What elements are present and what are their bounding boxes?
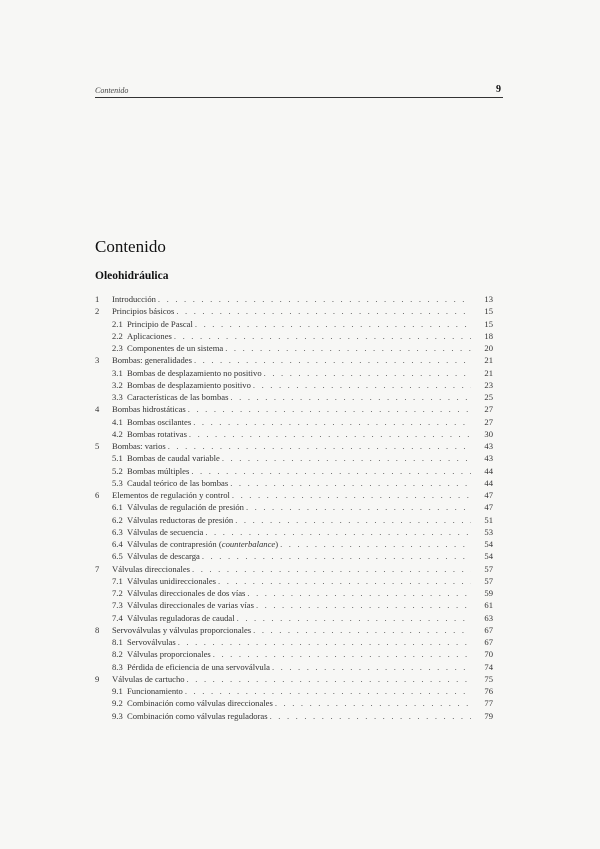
toc-entry-page: 76 xyxy=(484,686,493,696)
toc-entry-label-suffix: ) xyxy=(275,539,279,549)
toc-entry-label-text: Bombas rotativas xyxy=(127,428,187,439)
toc-entry-label-text: Válvulas proporcionales xyxy=(127,649,211,660)
header-rule xyxy=(95,97,503,98)
toc-entry-label xyxy=(127,342,223,354)
toc-entry-number: 3 xyxy=(95,355,100,366)
toc-entry-label-text: Bombas oscilantes xyxy=(127,416,192,427)
toc-entry-page: 63 xyxy=(484,612,493,623)
toc-entry-label xyxy=(127,330,172,342)
dot-leader xyxy=(225,342,471,354)
toc-entry-number: 6.1 xyxy=(112,502,123,513)
toc-entry[interactable] xyxy=(95,342,493,354)
toc-entry-label xyxy=(127,526,203,538)
toc-entry-label-text: Bombas de caudal variable xyxy=(127,453,220,464)
toc-entry-label-text: Válvulas de secuencia xyxy=(127,526,204,537)
dot-leader xyxy=(185,685,471,697)
toc-entry-label xyxy=(127,575,216,587)
toc-entry-label xyxy=(127,550,200,562)
toc-entry-label xyxy=(127,501,244,513)
dot-leader xyxy=(213,648,471,660)
toc-entry-number: 5 xyxy=(95,441,100,451)
toc-entry-page: 44 xyxy=(484,465,493,476)
toc-entry-number: 6.2 xyxy=(112,514,123,525)
toc-entry-label-text: Válvulas reguladoras de caudal xyxy=(127,612,235,623)
dot-leader xyxy=(230,391,471,403)
toc-entry-page: 18 xyxy=(484,330,493,341)
toc-entry-label xyxy=(112,440,166,452)
toc-entry-label xyxy=(112,624,251,636)
toc-entry[interactable] xyxy=(95,685,493,697)
toc-entry-label-text: Bombas hidrostáticas xyxy=(112,404,186,415)
toc-entry-label xyxy=(127,428,187,440)
toc-entry-label-text: Válvulas de cartucho xyxy=(112,673,185,684)
toc-entry-page: 74 xyxy=(484,661,493,672)
toc-entry-page: 27 xyxy=(484,416,493,427)
toc-entry-label-text: Principios básicos xyxy=(112,306,175,317)
toc-entry[interactable] xyxy=(95,318,493,330)
dot-leader xyxy=(195,318,471,330)
dot-leader xyxy=(192,563,471,575)
toc-entry-label xyxy=(127,599,254,611)
toc-entry[interactable] xyxy=(95,661,493,673)
toc-entry[interactable] xyxy=(95,575,493,587)
toc-entry-number: 3.2 xyxy=(112,379,123,390)
dot-leader xyxy=(280,538,471,550)
dot-leader xyxy=(189,428,471,440)
toc-entry[interactable] xyxy=(95,367,493,379)
toc-entry-label-text: Características de las bombas xyxy=(127,392,229,402)
toc-entry-page: 44 xyxy=(484,477,493,488)
dot-leader xyxy=(168,440,471,452)
toc-entry-number: 2.1 xyxy=(112,318,123,329)
toc-entry[interactable] xyxy=(95,428,493,440)
toc-entry[interactable] xyxy=(95,636,493,648)
dot-leader xyxy=(188,403,471,415)
toc-entry-label xyxy=(112,305,174,317)
dot-leader xyxy=(205,526,471,538)
dot-leader xyxy=(256,599,471,611)
toc-entry-label xyxy=(127,697,273,709)
toc-entry-label-text: Aplicaciones xyxy=(127,330,172,341)
toc-entry[interactable] xyxy=(95,710,493,722)
dot-leader xyxy=(193,416,471,428)
toc-entry-label xyxy=(127,514,233,526)
toc-entry-label xyxy=(127,379,251,391)
toc-entry[interactable] xyxy=(95,550,493,562)
toc-entry-number: 7 xyxy=(95,563,100,574)
toc-entry-label-text: Válvulas direccionales xyxy=(112,563,191,574)
toc-entry-label xyxy=(127,391,228,403)
toc-entry-label-text: Válvulas direccionales de dos vías xyxy=(127,588,246,598)
toc-entry-page: 79 xyxy=(484,710,493,721)
toc-entry-label xyxy=(127,465,189,477)
toc-entry-label xyxy=(127,612,235,624)
toc-entry[interactable] xyxy=(95,526,493,538)
toc-entry[interactable] xyxy=(95,354,493,366)
dot-leader xyxy=(275,697,471,709)
toc-entry-page: 77 xyxy=(484,698,493,709)
part-title: Oleohidráulica xyxy=(95,270,169,282)
dot-leader xyxy=(247,587,471,599)
dot-leader xyxy=(237,612,471,624)
toc-entry-page: 54 xyxy=(484,551,493,562)
dot-leader xyxy=(235,514,471,526)
toc-entry-label-text: Combinación como válvulas reguladoras xyxy=(127,710,268,721)
toc-entry-number: 9.1 xyxy=(112,686,123,696)
toc-entry-label-text: Servoválvulas y válvulas proporcionales xyxy=(112,624,252,635)
toc-entry-number: 4.1 xyxy=(112,416,123,427)
toc-entry-number: 8.1 xyxy=(112,637,123,647)
toc-entry-number: 2.2 xyxy=(112,330,123,341)
toc-entry[interactable] xyxy=(95,599,493,611)
toc-entry-number: 2.3 xyxy=(112,343,123,353)
toc-entry-number: 5.2 xyxy=(112,465,123,476)
toc-entry[interactable] xyxy=(95,563,493,575)
toc-entry-number: 5.1 xyxy=(112,453,123,464)
toc-entry-label-text: Caudal teórico de las bombas xyxy=(127,477,229,488)
toc-entry-page: 47 xyxy=(484,502,493,513)
toc-entry-label xyxy=(127,648,211,660)
toc-entry-page: 70 xyxy=(484,649,493,660)
toc-entry-page: 51 xyxy=(484,514,493,525)
toc-entry[interactable] xyxy=(95,697,493,709)
toc-entry-label xyxy=(127,661,270,673)
toc-entry[interactable] xyxy=(95,379,493,391)
toc-entry-label-text: Bombas: generalidades xyxy=(112,355,192,366)
dot-leader xyxy=(270,710,471,722)
dot-leader xyxy=(218,575,471,587)
toc-entry-label-text: Válvulas de regulación de presión xyxy=(127,502,244,513)
dot-leader xyxy=(191,465,471,477)
toc-entry-page: 20 xyxy=(484,343,493,353)
toc-entry-number: 6 xyxy=(95,490,100,500)
toc-entry[interactable] xyxy=(95,648,493,660)
toc-entry-label-text: Funcionamiento xyxy=(127,686,183,696)
toc-entry-number: 7.4 xyxy=(112,612,123,623)
toc-entry-number: 7.1 xyxy=(112,575,123,586)
toc-entry-page: 59 xyxy=(484,588,493,598)
dot-leader xyxy=(187,673,471,685)
toc-entry-page: 61 xyxy=(484,600,493,611)
toc-entry-label-italic: counterbalance xyxy=(221,539,276,549)
toc-entry-label-text: Bombas múltiples xyxy=(127,465,190,476)
toc-entry-label xyxy=(112,354,192,366)
toc-entry-number: 9 xyxy=(95,673,100,684)
dot-leader xyxy=(222,452,471,464)
toc-entry-label xyxy=(127,710,268,722)
toc-entry-number: 3.1 xyxy=(112,367,123,378)
toc-entry[interactable] xyxy=(95,416,493,428)
toc-entry-number: 3.3 xyxy=(112,392,123,402)
dot-leader xyxy=(272,661,471,673)
toc-entry-label xyxy=(127,318,193,330)
dot-leader xyxy=(202,550,471,562)
dot-leader xyxy=(246,501,471,513)
toc-entry[interactable] xyxy=(95,452,493,464)
toc-entry-page: 67 xyxy=(484,624,493,635)
toc-entry-number: 5.3 xyxy=(112,477,123,488)
toc-entry[interactable] xyxy=(95,673,493,685)
toc-entry-label-text: Válvulas direccionales de varias vías xyxy=(127,600,254,611)
toc-entry-label-text: Bombas de desplazamiento positivo xyxy=(127,379,251,390)
toc-entry-label xyxy=(112,489,230,501)
toc-entry-number: 9.2 xyxy=(112,698,123,709)
toc-entry[interactable] xyxy=(95,330,493,342)
toc-entry-label xyxy=(127,538,278,550)
dot-leader xyxy=(194,354,471,366)
toc-entry-number: 7.3 xyxy=(112,600,123,611)
dot-leader xyxy=(232,489,471,501)
toc-entry-number: 8.3 xyxy=(112,661,123,672)
toc-entry-number: 1 xyxy=(95,294,100,304)
page-number: 9 xyxy=(496,84,501,95)
toc-entry-number: 6.4 xyxy=(112,539,123,549)
toc-entry-number: 4.2 xyxy=(112,428,123,439)
toc-entry-page: 27 xyxy=(484,404,493,415)
toc-entry-label xyxy=(127,636,176,648)
toc-entry[interactable] xyxy=(95,514,493,526)
toc-entry-page: 21 xyxy=(484,367,493,378)
toc-entry-label xyxy=(112,293,156,305)
table-of-contents xyxy=(95,293,493,722)
toc-entry-number: 8.2 xyxy=(112,649,123,660)
dot-leader xyxy=(158,293,471,305)
toc-entry[interactable] xyxy=(95,501,493,513)
toc-entry-label-text: Bombas de desplazamiento no positivo xyxy=(127,367,262,378)
toc-entry-label xyxy=(127,587,245,599)
toc-entry-page: 57 xyxy=(484,575,493,586)
toc-entry[interactable] xyxy=(95,587,493,599)
toc-entry-page: 13 xyxy=(484,294,493,304)
toc-entry-label xyxy=(127,477,228,489)
toc-entry-page: 15 xyxy=(484,318,493,329)
running-title: Contenido xyxy=(95,86,129,95)
chapter-title: Contenido xyxy=(95,237,166,256)
toc-entry[interactable] xyxy=(95,305,493,317)
toc-entry-label-text: Válvulas de contrapresión ( xyxy=(127,539,222,549)
dot-leader xyxy=(176,305,471,317)
toc-entry[interactable] xyxy=(95,624,493,636)
toc-entry-page: 54 xyxy=(484,539,493,549)
toc-entry-page: 43 xyxy=(484,453,493,464)
toc-entry-page: 23 xyxy=(484,379,493,390)
toc-entry-label-text: Bombas: varios xyxy=(112,441,166,451)
toc-entry-number: 2 xyxy=(95,306,100,317)
toc-entry-label xyxy=(127,416,191,428)
toc-entry-label xyxy=(127,452,220,464)
toc-entry-number: 4 xyxy=(95,404,100,415)
toc-entry-label-text: Componentes de un sistema xyxy=(127,343,224,353)
dot-leader xyxy=(230,477,471,489)
toc-entry-label-text: Válvulas unidireccionales xyxy=(127,575,217,586)
toc-entry-label-text: Pérdida de eficiencia de una servoválvula xyxy=(127,661,270,672)
toc-entry-number: 7.2 xyxy=(112,588,123,598)
toc-entry[interactable] xyxy=(95,465,493,477)
toc-entry[interactable] xyxy=(95,612,493,624)
toc-entry[interactable] xyxy=(95,489,493,501)
toc-entry-number: 6.3 xyxy=(112,526,123,537)
toc-entry-page: 25 xyxy=(484,392,493,402)
toc-entry-page: 15 xyxy=(484,306,493,317)
toc-entry-page: 57 xyxy=(484,563,493,574)
dot-leader xyxy=(264,367,471,379)
toc-entry-page: 47 xyxy=(484,490,493,500)
toc-entry[interactable] xyxy=(95,403,493,415)
toc-entry-label xyxy=(127,685,183,697)
toc-entry[interactable] xyxy=(95,391,493,403)
toc-entry-page: 21 xyxy=(484,355,493,366)
toc-entry-label-text: Válvulas reductoras de presión xyxy=(127,514,234,525)
dot-leader xyxy=(178,636,471,648)
toc-entry[interactable] xyxy=(95,440,493,452)
toc-entry-label xyxy=(112,403,186,415)
toc-entry-label xyxy=(112,563,190,575)
toc-entry-page: 30 xyxy=(484,428,493,439)
toc-entry-label-text: Introducción xyxy=(112,294,156,304)
toc-entry[interactable] xyxy=(95,538,493,550)
toc-entry-number: 8 xyxy=(95,624,100,635)
dot-leader xyxy=(253,624,471,636)
toc-entry-label-text: Servoválvulas xyxy=(127,637,176,647)
toc-entry-label-text: Principio de Pascal xyxy=(127,318,193,329)
toc-entry-page: 43 xyxy=(484,441,493,451)
toc-entry-number: 6.5 xyxy=(112,551,123,562)
toc-entry-page: 75 xyxy=(484,673,493,684)
toc-entry[interactable] xyxy=(95,477,493,489)
toc-entry-number: 9.3 xyxy=(112,710,123,721)
toc-entry-label-text: Elementos de regulación y control xyxy=(112,490,230,500)
toc-entry-page: 53 xyxy=(484,526,493,537)
toc-entry-label xyxy=(127,367,262,379)
dot-leader xyxy=(253,379,471,391)
toc-entry-label xyxy=(112,673,185,685)
dot-leader xyxy=(174,330,471,342)
toc-entry-label-text: Válvulas de descarga xyxy=(127,551,200,562)
toc-entry-page: 67 xyxy=(484,637,493,647)
toc-entry-label-text: Combinación como válvulas direccionales xyxy=(127,698,273,709)
toc-entry[interactable] xyxy=(95,293,493,305)
